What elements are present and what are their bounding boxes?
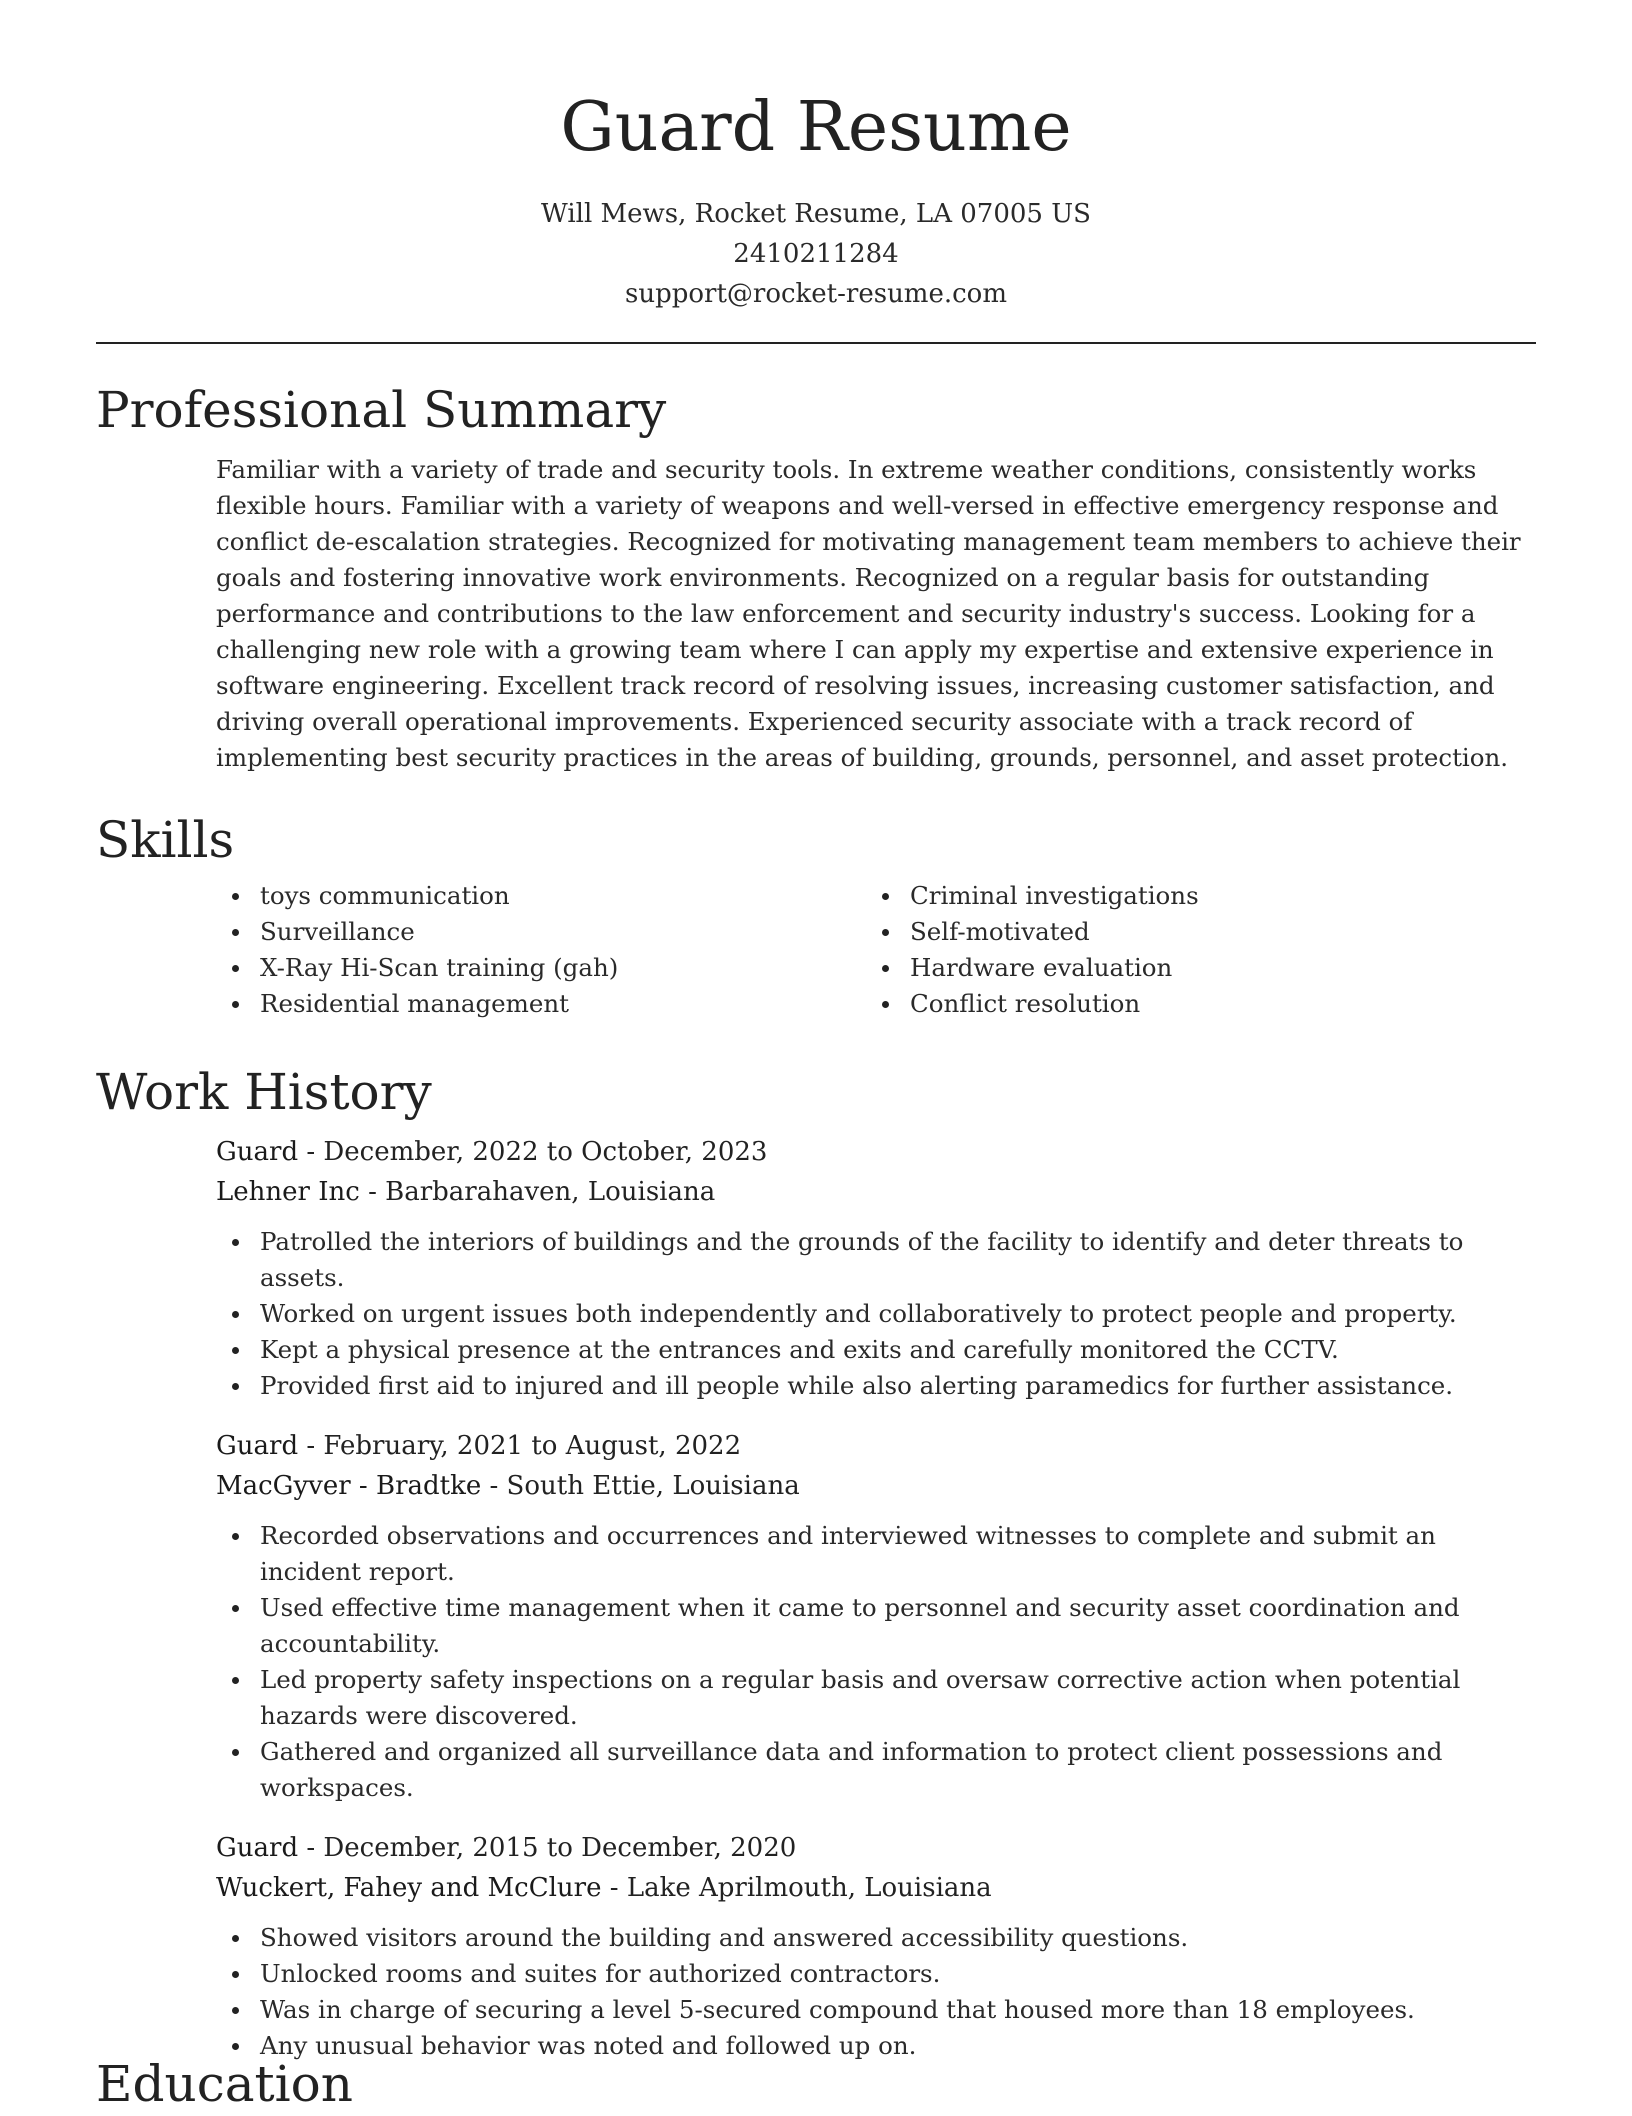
contact-address: Will Mews, Rocket Resume, LA 07005 US xyxy=(541,199,1091,229)
skill-item: Self-motivated xyxy=(866,914,1516,950)
job-title: Guard xyxy=(216,1431,299,1461)
job-title: Guard xyxy=(216,1137,299,1167)
job-bullets xyxy=(216,1224,1536,1404)
job-location: - Lake Aprilmouth, Louisiana xyxy=(601,1873,992,1903)
job-dates: - December, 2022 to October, 2023 xyxy=(298,1137,768,1167)
summary-heading: Professional Summary xyxy=(96,381,667,439)
skill-item: Hardware evaluation xyxy=(866,950,1516,986)
work-history-heading: Work History xyxy=(96,1063,432,1121)
skill-item: Conflict resolution xyxy=(866,986,1516,1022)
contact-block xyxy=(0,194,1632,314)
job-location: - Barbarahaven, Louisiana xyxy=(359,1177,716,1207)
job-location: - South Ettie, Louisiana xyxy=(481,1471,800,1501)
job-bullet: Gathered and organized all surveillance data and information to protect client possessions and workspaces. xyxy=(216,1734,1536,1806)
contact-email: support@rocket-resume.com xyxy=(624,279,1007,309)
job-title-line xyxy=(216,1426,1536,1466)
skills-column-left xyxy=(216,878,866,1022)
job-bullet: Worked on urgent issues both independently and collaboratively to protect people and property. xyxy=(216,1296,1536,1332)
job-dates: - February, 2021 to August, 2022 xyxy=(298,1431,742,1461)
job-dates: - December, 2015 to December, 2020 xyxy=(298,1833,797,1863)
job-title: Guard xyxy=(216,1833,299,1863)
skills-section xyxy=(96,808,1536,1022)
skills-heading: Skills xyxy=(96,811,235,869)
job-bullet: Patrolled the interiors of buildings and the grounds of the facility to identify and deter threats to assets. xyxy=(216,1224,1536,1296)
job-employer: Lehner Inc xyxy=(216,1177,360,1207)
skill-item: Surveillance xyxy=(216,914,866,950)
education-section xyxy=(96,2052,1536,2116)
skill-item: toys communication xyxy=(216,878,866,914)
header-divider xyxy=(96,342,1536,344)
job-employer-line xyxy=(216,1868,1536,1908)
skill-item: Residential management xyxy=(216,986,866,1022)
summary-text: Familiar with a variety of trade and security tools. In extreme weather conditions, consistently works flexible hours. Familiar with a variety of weapons and well-versed in effective emergency response and conflict de-escalation strategies. Recognized for motivating management team members to achieve their goals and fostering innovative work environments. Recognized on a regular basis for outstanding performance and contributions to the law enforcement and security industry's success. Looking for a challenging new role with a growing team where I can apply my expertise and extensive experience in software engineering. Excellent track record of resolving issues, increasing customer satisfaction, and driving overall operational improvements. Experienced security associate with a track record of implementing best security practices in the areas of building, grounds, personnel, and asset protection. xyxy=(216,455,1521,772)
job-employer-line xyxy=(216,1466,1536,1506)
job-bullet: Unlocked rooms and suites for authorized contractors. xyxy=(216,1956,1536,1992)
job-bullet: Recorded observations and occurrences and interviewed witnesses to complete and submit an incident report. xyxy=(216,1518,1536,1590)
job-bullet: Showed visitors around the building and answered accessibility questions. xyxy=(216,1920,1536,1956)
resume-header xyxy=(0,0,1632,314)
job-bullet: Used effective time management when it came to personnel and security asset coordination and accountability. xyxy=(216,1590,1536,1662)
job-bullet: Any unusual behavior was noted and followed up on. xyxy=(216,2028,1536,2064)
job-entry xyxy=(216,1828,1536,2064)
resume-title: Guard Resume xyxy=(560,88,1072,167)
job-entry xyxy=(216,1426,1536,1806)
job-bullets xyxy=(216,1920,1536,2064)
job-bullet: Kept a physical presence at the entrances and exits and carefully monitored the CCTV. xyxy=(216,1332,1536,1368)
contact-phone: 2410211284 xyxy=(733,239,899,269)
skills-column-right xyxy=(866,878,1516,1022)
work-history-section xyxy=(96,1060,1536,2086)
skill-item: X-Ray Hi-Scan training (gah) xyxy=(216,950,866,986)
job-entry xyxy=(216,1132,1536,1404)
job-employer: Wuckert, Fahey and McClure xyxy=(216,1873,602,1903)
job-bullet: Led property safety inspections on a regular basis and oversaw corrective action when potential hazards were discovered. xyxy=(216,1662,1536,1734)
job-employer: MacGyver - Bradtke xyxy=(216,1471,482,1501)
summary-section xyxy=(96,378,1536,776)
skill-item: Criminal investigations xyxy=(866,878,1516,914)
job-bullet: Provided first aid to injured and ill people while also alerting paramedics for further assistance. xyxy=(216,1368,1536,1404)
education-heading: Education xyxy=(96,2055,353,2113)
job-title-line xyxy=(216,1828,1536,1868)
job-employer-line xyxy=(216,1172,1536,1212)
job-bullet: Was in charge of securing a level 5-secured compound that housed more than 18 employees. xyxy=(216,1992,1536,2028)
job-title-line xyxy=(216,1132,1536,1172)
skills-grid xyxy=(216,878,1536,1022)
job-bullets xyxy=(216,1518,1536,1806)
